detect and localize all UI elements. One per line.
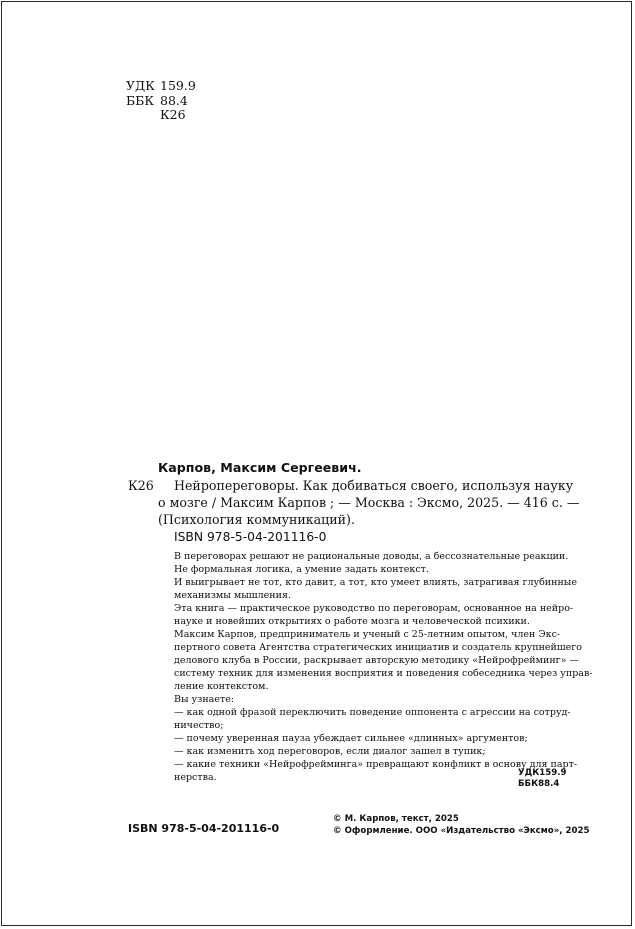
udk-value: 159.9: [160, 78, 196, 93]
annotation-line: систему техник для изменения восприятия и поведения собеседника через управ-: [174, 668, 593, 679]
bbk-small: ББК88.4: [518, 779, 560, 789]
copyright-text: © М. Карпов, текст, 2025: [333, 814, 459, 824]
annotation-line: В переговорах решают не рациональные доводы, а бессознательные реакции.: [174, 551, 569, 562]
author-sign: К26: [128, 478, 154, 493]
annotation-line: пертного совета Агентства стратегических инициатив и создатель крупнейшего: [174, 642, 582, 653]
annotation-line: Не формальная логика, а умение задать контекст.: [174, 564, 429, 575]
author-heading: Карпов, Максим Сергеевич.: [158, 460, 362, 475]
isbn-bottom: ISBN 978-5-04-201116-0: [128, 822, 280, 835]
annotation-line: Максим Карпов, предприниматель и ученый с 25-летним опытом, член Экс-: [174, 629, 561, 640]
annotation-line: Вы узнаете:: [174, 694, 235, 705]
annotation-line: Эта книга — практическое руководство по переговорам, основанное на нейро-: [174, 603, 574, 614]
bbk-label: ББК: [126, 93, 155, 108]
annotation-line: — как изменить ход переговоров, если диалог зашел в тупик;: [174, 746, 486, 757]
description-line-1: Нейропереговоры. Как добиваться своего, используя науку: [174, 478, 574, 493]
description-line-2: о мозге / Максим Карпов ; — Москва : Эксмо, 2025. — 416 с. —: [158, 495, 580, 510]
copyright-design: © Оформление. ООО «Издательство «Эксмо», 2025: [333, 826, 590, 836]
annotation-line: делового клуба в России, раскрывает авторскую методику «Нейрофрейминг» —: [174, 655, 579, 666]
annotation-line: — почему уверенная пауза убеждает сильнее «длинных» аргументов;: [174, 733, 528, 744]
annotation-line: И выигрывает не тот, кто давит, а тот, кто умеет влиять, затрагивая глубинные: [174, 577, 577, 588]
author-sign-top: К26: [160, 107, 186, 122]
description-line-3: (Психология коммуникаций).: [158, 512, 355, 527]
annotation-line: — как одной фразой переключить поведение оппонента с агрессии на сотруд-: [174, 707, 571, 718]
isbn-top: ISBN 978-5-04-201116-0: [174, 530, 327, 544]
bbk-value: 88.4: [160, 93, 188, 108]
annotation: [174, 550, 593, 784]
annotation-line: ничество;: [174, 720, 224, 731]
udk-label: УДК: [126, 78, 155, 93]
annotation-line: механизмы мышления.: [174, 590, 291, 601]
udk-small: УДК159.9: [518, 768, 567, 778]
annotation-line: — какие техники «Нейрофрейминга» превращают конфликт в основу для парт-: [174, 759, 578, 770]
annotation-line: ление контекстом.: [174, 681, 269, 692]
annotation-line: нерства.: [174, 772, 217, 783]
annotation-line: науке и новейших открытиях о работе мозга и человеческой психики.: [174, 616, 530, 627]
